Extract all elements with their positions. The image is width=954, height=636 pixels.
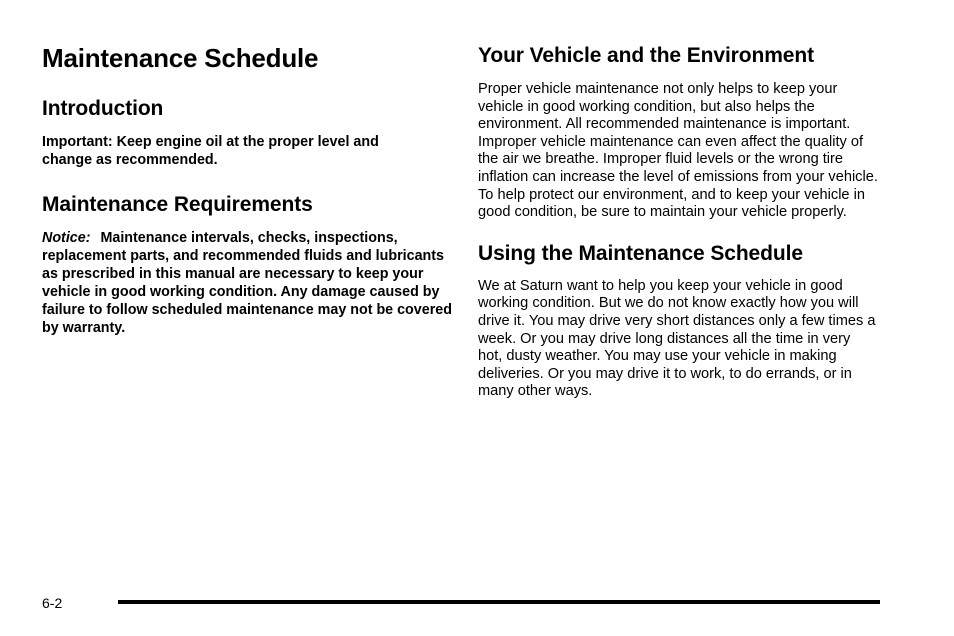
notice-paragraph bbox=[42, 229, 452, 337]
using-schedule-heading: Using the Maintenance Schedule bbox=[478, 241, 803, 265]
page-title: Maintenance Schedule bbox=[42, 43, 319, 73]
introduction-text: Important: Keep engine oil at the proper level and change as recommended. bbox=[42, 134, 379, 168]
maintenance-requirements-heading: Maintenance Requirements bbox=[42, 193, 313, 216]
right-column bbox=[478, 42, 888, 401]
left-column bbox=[42, 40, 452, 337]
using-schedule-text: We at Saturn want to help you keep your vehicle in good working condition. But we do not know exactly how you will drive it. You may drive very short distances only a few times a week. Or you may drive long distances all the time in very hot, dusty weather. You may use your vehicle in making deliveries. Or you may drive it to work, to do errands, or in many other ways. bbox=[478, 277, 876, 400]
introduction-heading: Introduction bbox=[42, 97, 164, 120]
environment-text: Proper vehicle maintenance not only helps to keep your vehicle in good working condition, but also helps the environment. All recommended maintenance is important. Improper vehicle maintenance can even affect the quality of the air we breathe. Improper fluid levels or the wrong tire inflation can increase the level of emissions from your vehicle. To help protect our environment, and to keep your vehicle in good condition, be sure to maintain your vehicle properly. bbox=[478, 81, 878, 221]
page-number: 6-2 bbox=[42, 595, 63, 611]
footer-rule bbox=[118, 600, 880, 604]
environment-heading: Your Vehicle and the Environment bbox=[478, 44, 814, 67]
notice-label: Notice: bbox=[42, 230, 91, 246]
notice-text: Maintenance intervals, checks, inspections, replacement parts, and recommended fluids and lubricants as prescribed in this manual are necessary to keep your vehicle in good working condition. Any damage caused by failure to follow scheduled maintenance may not be covered by warranty. bbox=[42, 230, 452, 336]
